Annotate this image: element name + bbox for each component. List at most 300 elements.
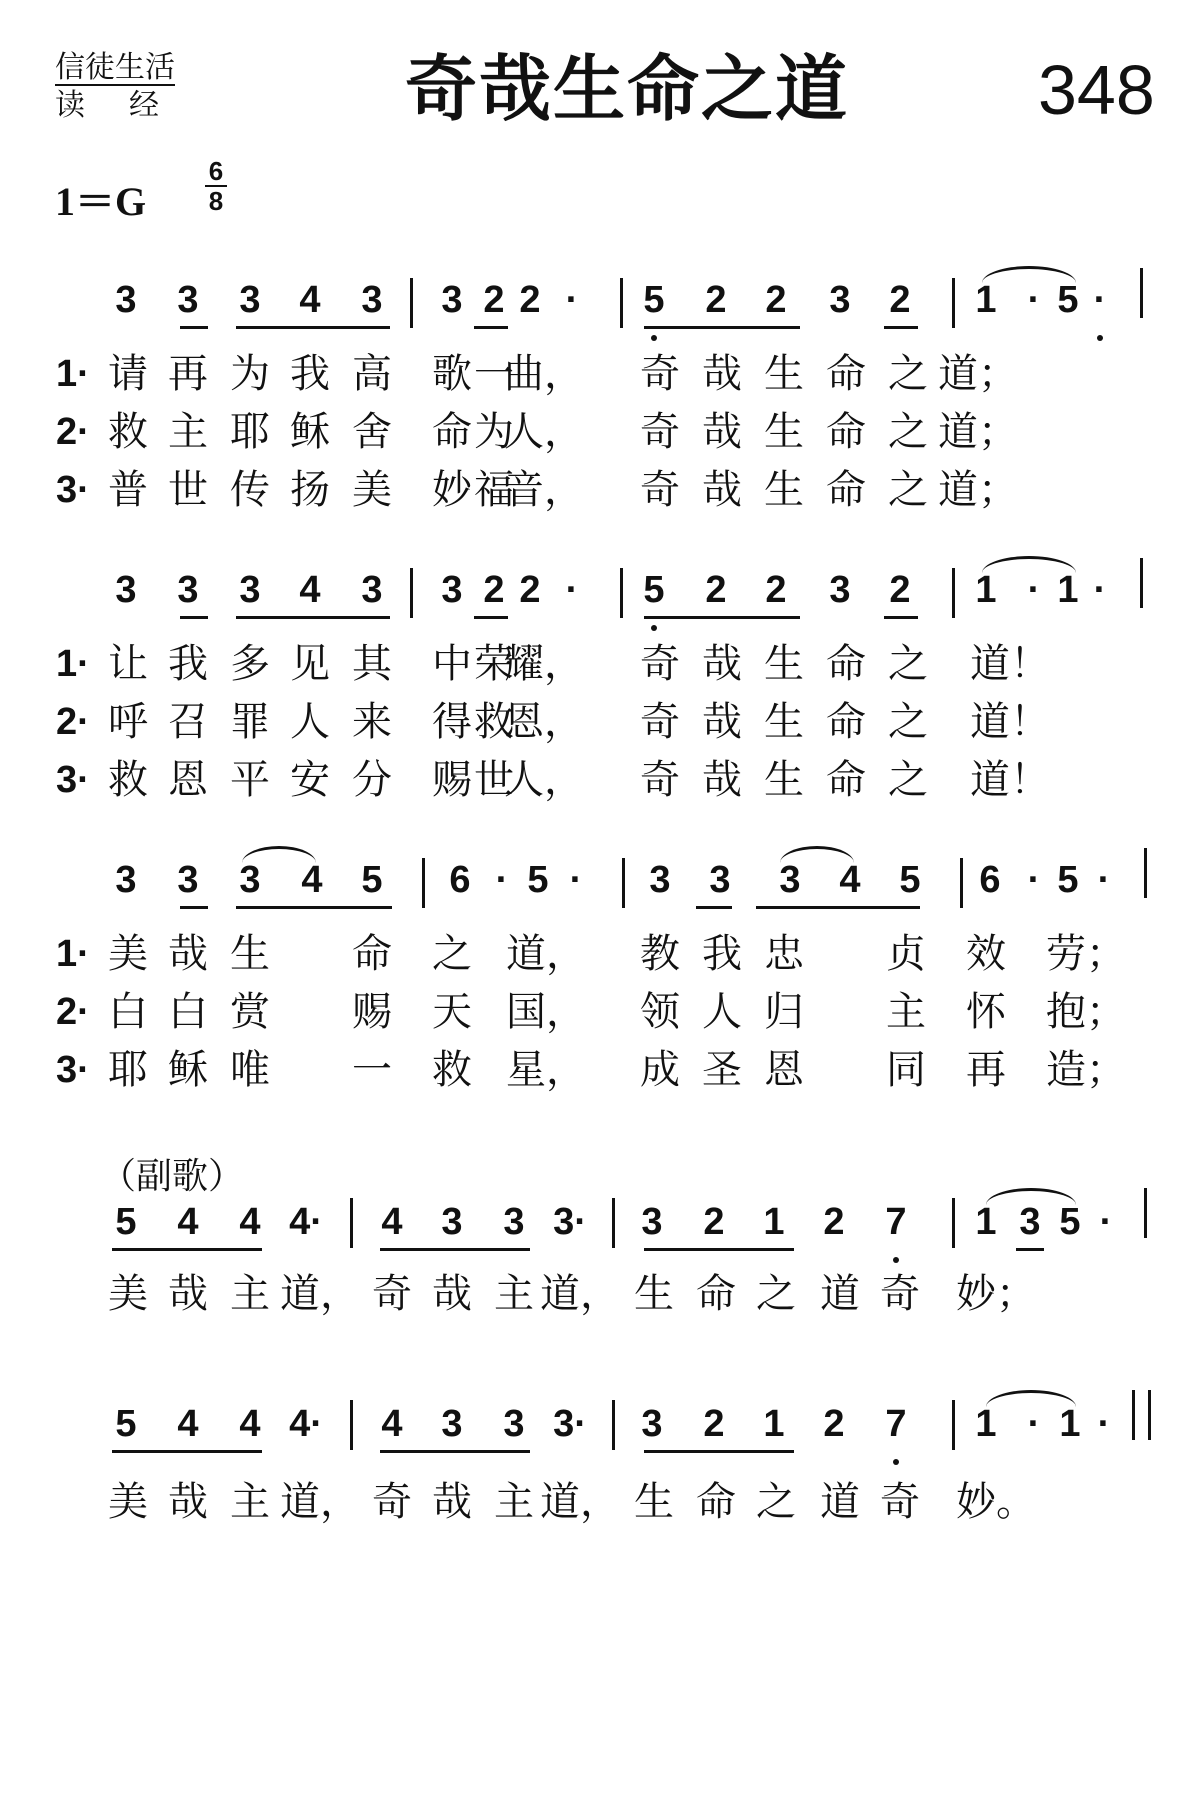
octave-dot-below bbox=[893, 1257, 899, 1263]
lyric: 世 bbox=[168, 467, 208, 513]
lyric: 奇 bbox=[880, 1479, 920, 1525]
duration-dot: · bbox=[1097, 859, 1111, 901]
hymn-title: 奇哉生命之道 bbox=[405, 47, 850, 131]
note: 4· bbox=[289, 1403, 323, 1445]
lyric: 哉 bbox=[432, 1271, 472, 1317]
lyric: 贞 bbox=[886, 931, 926, 977]
lyric: 美 bbox=[108, 1271, 148, 1317]
lyric: 救 bbox=[108, 757, 148, 803]
lyric: 道； bbox=[938, 351, 1018, 397]
note: 1 bbox=[763, 1403, 785, 1445]
note: 3 bbox=[239, 569, 261, 611]
lyric: 命 bbox=[432, 409, 472, 455]
note: 3· bbox=[553, 1201, 587, 1243]
lyric: 命 bbox=[696, 1271, 736, 1317]
note: 3 bbox=[441, 279, 463, 321]
lyric: 一 bbox=[352, 1047, 392, 1093]
lyric: 美 bbox=[108, 931, 148, 977]
beam-underline bbox=[644, 1450, 794, 1453]
lyric: 生 bbox=[764, 409, 804, 455]
lyric: 呼 bbox=[108, 699, 148, 745]
lyric: 哉 bbox=[702, 699, 742, 745]
lyric: 为 bbox=[474, 409, 514, 455]
lyric: 教 bbox=[640, 931, 680, 977]
note: 3 bbox=[361, 569, 383, 611]
lyric: 请 bbox=[108, 351, 148, 397]
lyric: 道， bbox=[540, 1271, 620, 1317]
lyric: 道 bbox=[820, 1271, 860, 1317]
lyric: 我 bbox=[168, 641, 208, 687]
lyric: 生 bbox=[764, 699, 804, 745]
lyric: 命 bbox=[826, 467, 866, 513]
note: 5 bbox=[361, 859, 383, 901]
lyric: 同 bbox=[886, 1047, 926, 1093]
note: 1 bbox=[975, 1201, 997, 1243]
lyric: 我 bbox=[702, 931, 742, 977]
note: 1 bbox=[1057, 569, 1079, 611]
lyric: 奇 bbox=[640, 409, 680, 455]
note: 3 bbox=[649, 859, 671, 901]
note: 3 bbox=[779, 859, 801, 901]
lyric: 耶 bbox=[230, 409, 270, 455]
note: 3 bbox=[641, 1201, 663, 1243]
lyric: 生 bbox=[764, 467, 804, 513]
verse-number: 2· bbox=[56, 701, 90, 743]
lyric: 奇 bbox=[880, 1271, 920, 1317]
lyric: 造； bbox=[1046, 1047, 1126, 1093]
note: 2 bbox=[519, 279, 541, 321]
lyric: 之 bbox=[888, 757, 928, 803]
barline bbox=[350, 1400, 353, 1450]
barline bbox=[1148, 1390, 1151, 1440]
note: 3 bbox=[115, 859, 137, 901]
barline bbox=[952, 278, 955, 328]
barline bbox=[422, 858, 425, 908]
verse-number: 3· bbox=[56, 759, 90, 801]
beam-underline bbox=[180, 616, 208, 619]
lyric: 主 bbox=[886, 989, 926, 1035]
note: 3 bbox=[239, 859, 261, 901]
beam-underline bbox=[380, 1450, 530, 1453]
note: 3 bbox=[829, 569, 851, 611]
beam-underline bbox=[884, 616, 918, 619]
verse-number: 1· bbox=[56, 353, 90, 395]
lyric: 怀 bbox=[966, 989, 1006, 1035]
note: 2 bbox=[765, 569, 787, 611]
barline bbox=[952, 1198, 955, 1248]
note: 7 bbox=[885, 1201, 907, 1243]
lyric: 国， bbox=[506, 989, 586, 1035]
lyric: 其 bbox=[352, 641, 392, 687]
duration-dot: · bbox=[1027, 569, 1041, 611]
lyric: 主 bbox=[230, 1271, 270, 1317]
lyric: 得 bbox=[432, 699, 472, 745]
barline bbox=[1140, 268, 1143, 318]
lyric: 主 bbox=[494, 1271, 534, 1317]
note: 3 bbox=[441, 1403, 463, 1445]
beam-underline bbox=[180, 906, 208, 909]
lyric: 我 bbox=[290, 351, 330, 397]
beam-underline bbox=[884, 326, 918, 329]
note: 7 bbox=[885, 1403, 907, 1445]
lyric: 主 bbox=[230, 1479, 270, 1525]
tie-slur bbox=[982, 556, 1076, 573]
beam-underline bbox=[696, 906, 732, 909]
barline bbox=[1144, 848, 1147, 898]
octave-dot-below bbox=[1097, 335, 1103, 341]
tie-slur bbox=[242, 846, 316, 863]
lyric: 哉 bbox=[432, 1479, 472, 1525]
barline bbox=[410, 278, 413, 328]
note: 3 bbox=[503, 1403, 525, 1445]
note: 4 bbox=[301, 859, 323, 901]
lyric: 舍 bbox=[352, 409, 392, 455]
lyric: 哉 bbox=[702, 757, 742, 803]
lyric: 天 bbox=[432, 989, 472, 1035]
lyric: 稣 bbox=[290, 409, 330, 455]
note: 3 bbox=[361, 279, 383, 321]
key-signature: 1＝G bbox=[55, 179, 147, 224]
lyric: 生 bbox=[634, 1271, 674, 1317]
tie-slur bbox=[982, 266, 1076, 283]
verse-number: 2· bbox=[56, 411, 90, 453]
lyric: 分 bbox=[352, 757, 392, 803]
note: 3 bbox=[709, 859, 731, 901]
duration-dot: · bbox=[1097, 1403, 1111, 1445]
note: 4 bbox=[299, 279, 321, 321]
note: 5 bbox=[643, 279, 665, 321]
lyric: 抱； bbox=[1046, 989, 1126, 1035]
lyric: 妙 bbox=[432, 467, 472, 513]
lyric: 哉 bbox=[702, 467, 742, 513]
lyric: 传 bbox=[230, 467, 270, 513]
lyric: 圣 bbox=[702, 1047, 742, 1093]
lyric: 白 bbox=[108, 989, 148, 1035]
lyric: 耀， bbox=[504, 641, 584, 687]
lyric: 命 bbox=[352, 931, 392, 977]
note: 3 bbox=[441, 569, 463, 611]
lyric: 耶 bbox=[108, 1047, 148, 1093]
beam-underline bbox=[1016, 1248, 1044, 1251]
time-signature bbox=[205, 158, 227, 214]
lyric: 人 bbox=[290, 699, 330, 745]
note: 4· bbox=[289, 1201, 323, 1243]
lyric: 救 bbox=[474, 699, 514, 745]
barline bbox=[1132, 1390, 1135, 1440]
lyric: 奇 bbox=[640, 641, 680, 687]
barline bbox=[410, 568, 413, 618]
lyric: 美 bbox=[108, 1479, 148, 1525]
lyric: 奇 bbox=[372, 1479, 412, 1525]
note: 3 bbox=[641, 1403, 663, 1445]
lyric: 再 bbox=[168, 351, 208, 397]
duration-dot: · bbox=[1027, 859, 1041, 901]
lyric: 救 bbox=[108, 409, 148, 455]
note: 5 bbox=[899, 859, 921, 901]
verse-number: 3· bbox=[56, 469, 90, 511]
note: 5 bbox=[1057, 859, 1079, 901]
note: 5 bbox=[527, 859, 549, 901]
barline bbox=[952, 1400, 955, 1450]
lyric: 白 bbox=[168, 989, 208, 1035]
barline bbox=[1144, 1188, 1147, 1238]
duration-dot: · bbox=[1027, 279, 1041, 321]
note: 2 bbox=[705, 569, 727, 611]
category-bottom: 读经 bbox=[55, 88, 203, 123]
lyric: 音， bbox=[504, 467, 584, 513]
lyric: 劳； bbox=[1046, 931, 1126, 977]
lyric: 道； bbox=[938, 409, 1018, 455]
lyric: 见 bbox=[290, 641, 330, 687]
lyric: 赐 bbox=[352, 989, 392, 1035]
barline bbox=[620, 568, 623, 618]
note: 2 bbox=[705, 279, 727, 321]
lyric: 奇 bbox=[640, 757, 680, 803]
lyric: 赐 bbox=[432, 757, 472, 803]
note: 3 bbox=[441, 1201, 463, 1243]
chorus-label: （副歌） bbox=[100, 1156, 245, 1197]
lyric: 人， bbox=[504, 409, 584, 455]
note: 4 bbox=[381, 1403, 403, 1445]
duration-dot: · bbox=[495, 859, 509, 901]
note: 5 bbox=[643, 569, 665, 611]
barline bbox=[612, 1198, 615, 1248]
note: 4 bbox=[381, 1201, 403, 1243]
lyric: 命 bbox=[826, 641, 866, 687]
time-signature-top: 6 bbox=[208, 156, 224, 186]
duration-dot: · bbox=[1093, 279, 1107, 321]
lyric: 救 bbox=[432, 1047, 472, 1093]
beam-underline bbox=[236, 906, 392, 909]
lyric: 之 bbox=[756, 1271, 796, 1317]
lyric: 荣 bbox=[474, 641, 514, 687]
lyric: 生 bbox=[230, 931, 270, 977]
note: 1 bbox=[975, 569, 997, 611]
note: 3 bbox=[177, 569, 199, 611]
lyric: 高 bbox=[352, 351, 392, 397]
beam-underline bbox=[644, 616, 800, 619]
note: 2 bbox=[703, 1201, 725, 1243]
lyric: 道！ bbox=[970, 757, 1050, 803]
barline bbox=[620, 278, 623, 328]
verse-number: 1· bbox=[56, 933, 90, 975]
tie-slur bbox=[986, 1188, 1076, 1205]
lyric: 让 bbox=[108, 641, 148, 687]
lyric: 道， bbox=[506, 931, 586, 977]
note: 2 bbox=[703, 1403, 725, 1445]
lyric: 星， bbox=[506, 1047, 586, 1093]
verse-number: 2· bbox=[56, 991, 90, 1033]
lyric: 恩， bbox=[504, 699, 584, 745]
hymn-number: 348 bbox=[1038, 51, 1155, 129]
lyric: 之 bbox=[888, 641, 928, 687]
time-signature-bottom: 8 bbox=[208, 186, 224, 216]
lyric: 效 bbox=[966, 931, 1006, 977]
beam-underline bbox=[756, 906, 920, 909]
note: 1 bbox=[975, 1403, 997, 1445]
beam-underline bbox=[474, 326, 508, 329]
barline bbox=[350, 1198, 353, 1248]
barline bbox=[1140, 558, 1143, 608]
barline bbox=[622, 858, 625, 908]
octave-dot-below bbox=[651, 625, 657, 631]
note: 3 bbox=[115, 279, 137, 321]
note: 3 bbox=[503, 1201, 525, 1243]
duration-dot: · bbox=[1099, 1201, 1113, 1243]
lyric: 道！ bbox=[970, 641, 1050, 687]
lyric: 歌 bbox=[432, 351, 472, 397]
lyric: 来 bbox=[352, 699, 392, 745]
verse-number: 3· bbox=[56, 1049, 90, 1091]
lyric: 哉 bbox=[168, 931, 208, 977]
lyric: 命 bbox=[826, 757, 866, 803]
lyric: 生 bbox=[764, 351, 804, 397]
lyric: 哉 bbox=[702, 641, 742, 687]
tie-slur bbox=[986, 1390, 1076, 1407]
note: 2 bbox=[483, 569, 505, 611]
lyric: 平 bbox=[230, 757, 270, 803]
lyric: 为 bbox=[230, 351, 270, 397]
note: 2 bbox=[483, 279, 505, 321]
note: 6 bbox=[979, 859, 1001, 901]
note: 4 bbox=[839, 859, 861, 901]
lyric: 曲， bbox=[504, 351, 584, 397]
beam-underline bbox=[644, 326, 800, 329]
octave-dot-below bbox=[893, 1459, 899, 1465]
lyric: 命 bbox=[826, 699, 866, 745]
barline bbox=[612, 1400, 615, 1450]
lyric: 之 bbox=[432, 931, 472, 977]
note: 3· bbox=[553, 1403, 587, 1445]
lyric: 生 bbox=[764, 641, 804, 687]
lyric: 主 bbox=[494, 1479, 534, 1525]
lyric: 恩 bbox=[764, 1047, 804, 1093]
note: 3 bbox=[1019, 1201, 1041, 1243]
lyric: 生 bbox=[634, 1479, 674, 1525]
lyric: 之 bbox=[756, 1479, 796, 1525]
lyric: 召 bbox=[168, 699, 208, 745]
note: 3 bbox=[239, 279, 261, 321]
lyric: 人 bbox=[702, 989, 742, 1035]
lyric: 主 bbox=[168, 409, 208, 455]
lyric: 妙。 bbox=[956, 1479, 1036, 1525]
lyric: 一 bbox=[474, 351, 514, 397]
lyric: 道！ bbox=[970, 699, 1050, 745]
note: 2 bbox=[765, 279, 787, 321]
lyric: 归 bbox=[764, 989, 804, 1035]
lyric: 成 bbox=[640, 1047, 680, 1093]
note: 5 bbox=[1059, 1201, 1081, 1243]
note: 4 bbox=[239, 1403, 261, 1445]
note: 4 bbox=[299, 569, 321, 611]
category-top: 信徒生活 bbox=[55, 50, 175, 85]
note: 4 bbox=[177, 1201, 199, 1243]
duration-dot: · bbox=[1027, 1403, 1041, 1445]
duration-dot: · bbox=[569, 859, 583, 901]
lyric: 道 bbox=[820, 1479, 860, 1525]
lyric: 人， bbox=[504, 757, 584, 803]
note: 2 bbox=[519, 569, 541, 611]
lyric: 稣 bbox=[168, 1047, 208, 1093]
note: 4 bbox=[239, 1201, 261, 1243]
beam-underline bbox=[236, 616, 390, 619]
lyric: 扬 bbox=[290, 467, 330, 513]
note: 2 bbox=[823, 1403, 845, 1445]
note: 3 bbox=[115, 569, 137, 611]
note: 2 bbox=[889, 569, 911, 611]
note: 2 bbox=[823, 1201, 845, 1243]
note: 3 bbox=[829, 279, 851, 321]
lyric: 哉 bbox=[702, 351, 742, 397]
duration-dot: · bbox=[565, 569, 579, 611]
lyric: 哉 bbox=[168, 1479, 208, 1525]
beam-underline bbox=[474, 616, 508, 619]
beam-underline bbox=[180, 326, 208, 329]
note: 1 bbox=[975, 279, 997, 321]
note: 1 bbox=[1059, 1403, 1081, 1445]
duration-dot: · bbox=[1093, 569, 1107, 611]
barline bbox=[960, 858, 963, 908]
note: 3 bbox=[177, 859, 199, 901]
note: 2 bbox=[889, 279, 911, 321]
lyric: 道， bbox=[540, 1479, 620, 1525]
lyric: 之 bbox=[888, 467, 928, 513]
note: 5 bbox=[115, 1403, 137, 1445]
lyric: 道； bbox=[938, 467, 1018, 513]
beam-underline bbox=[112, 1450, 262, 1453]
lyric: 道， bbox=[280, 1271, 360, 1317]
note: 5 bbox=[115, 1201, 137, 1243]
lyric: 道， bbox=[280, 1479, 360, 1525]
lyric: 生 bbox=[764, 757, 804, 803]
lyric: 奇 bbox=[640, 467, 680, 513]
lyric: 奇 bbox=[372, 1271, 412, 1317]
lyric: 哉 bbox=[168, 1271, 208, 1317]
lyric: 赏 bbox=[230, 989, 270, 1035]
octave-dot-below bbox=[651, 335, 657, 341]
lyric: 奇 bbox=[640, 351, 680, 397]
lyric: 命 bbox=[826, 351, 866, 397]
lyric: 多 bbox=[230, 641, 270, 687]
beam-underline bbox=[380, 1248, 530, 1251]
lyric: 妙； bbox=[956, 1271, 1036, 1317]
lyric: 恩 bbox=[168, 757, 208, 803]
note: 1 bbox=[763, 1201, 785, 1243]
lyric: 罪 bbox=[230, 699, 270, 745]
lyric: 忠 bbox=[764, 931, 804, 977]
beam-underline bbox=[644, 1248, 794, 1251]
lyric: 之 bbox=[888, 409, 928, 455]
lyric: 再 bbox=[966, 1047, 1006, 1093]
lyric: 命 bbox=[696, 1479, 736, 1525]
tie-slur bbox=[780, 846, 854, 863]
note: 5 bbox=[1057, 279, 1079, 321]
note: 6 bbox=[449, 859, 471, 901]
lyric: 奇 bbox=[640, 699, 680, 745]
duration-dot: · bbox=[565, 279, 579, 321]
beam-underline bbox=[112, 1248, 262, 1251]
lyric: 美 bbox=[352, 467, 392, 513]
barline bbox=[952, 568, 955, 618]
note: 3 bbox=[177, 279, 199, 321]
lyric: 哉 bbox=[702, 409, 742, 455]
note: 4 bbox=[177, 1403, 199, 1445]
beam-underline bbox=[236, 326, 390, 329]
lyric: 普 bbox=[108, 467, 148, 513]
lyric: 中 bbox=[432, 641, 472, 687]
lyric: 世 bbox=[474, 757, 514, 803]
lyric: 福 bbox=[474, 467, 514, 513]
